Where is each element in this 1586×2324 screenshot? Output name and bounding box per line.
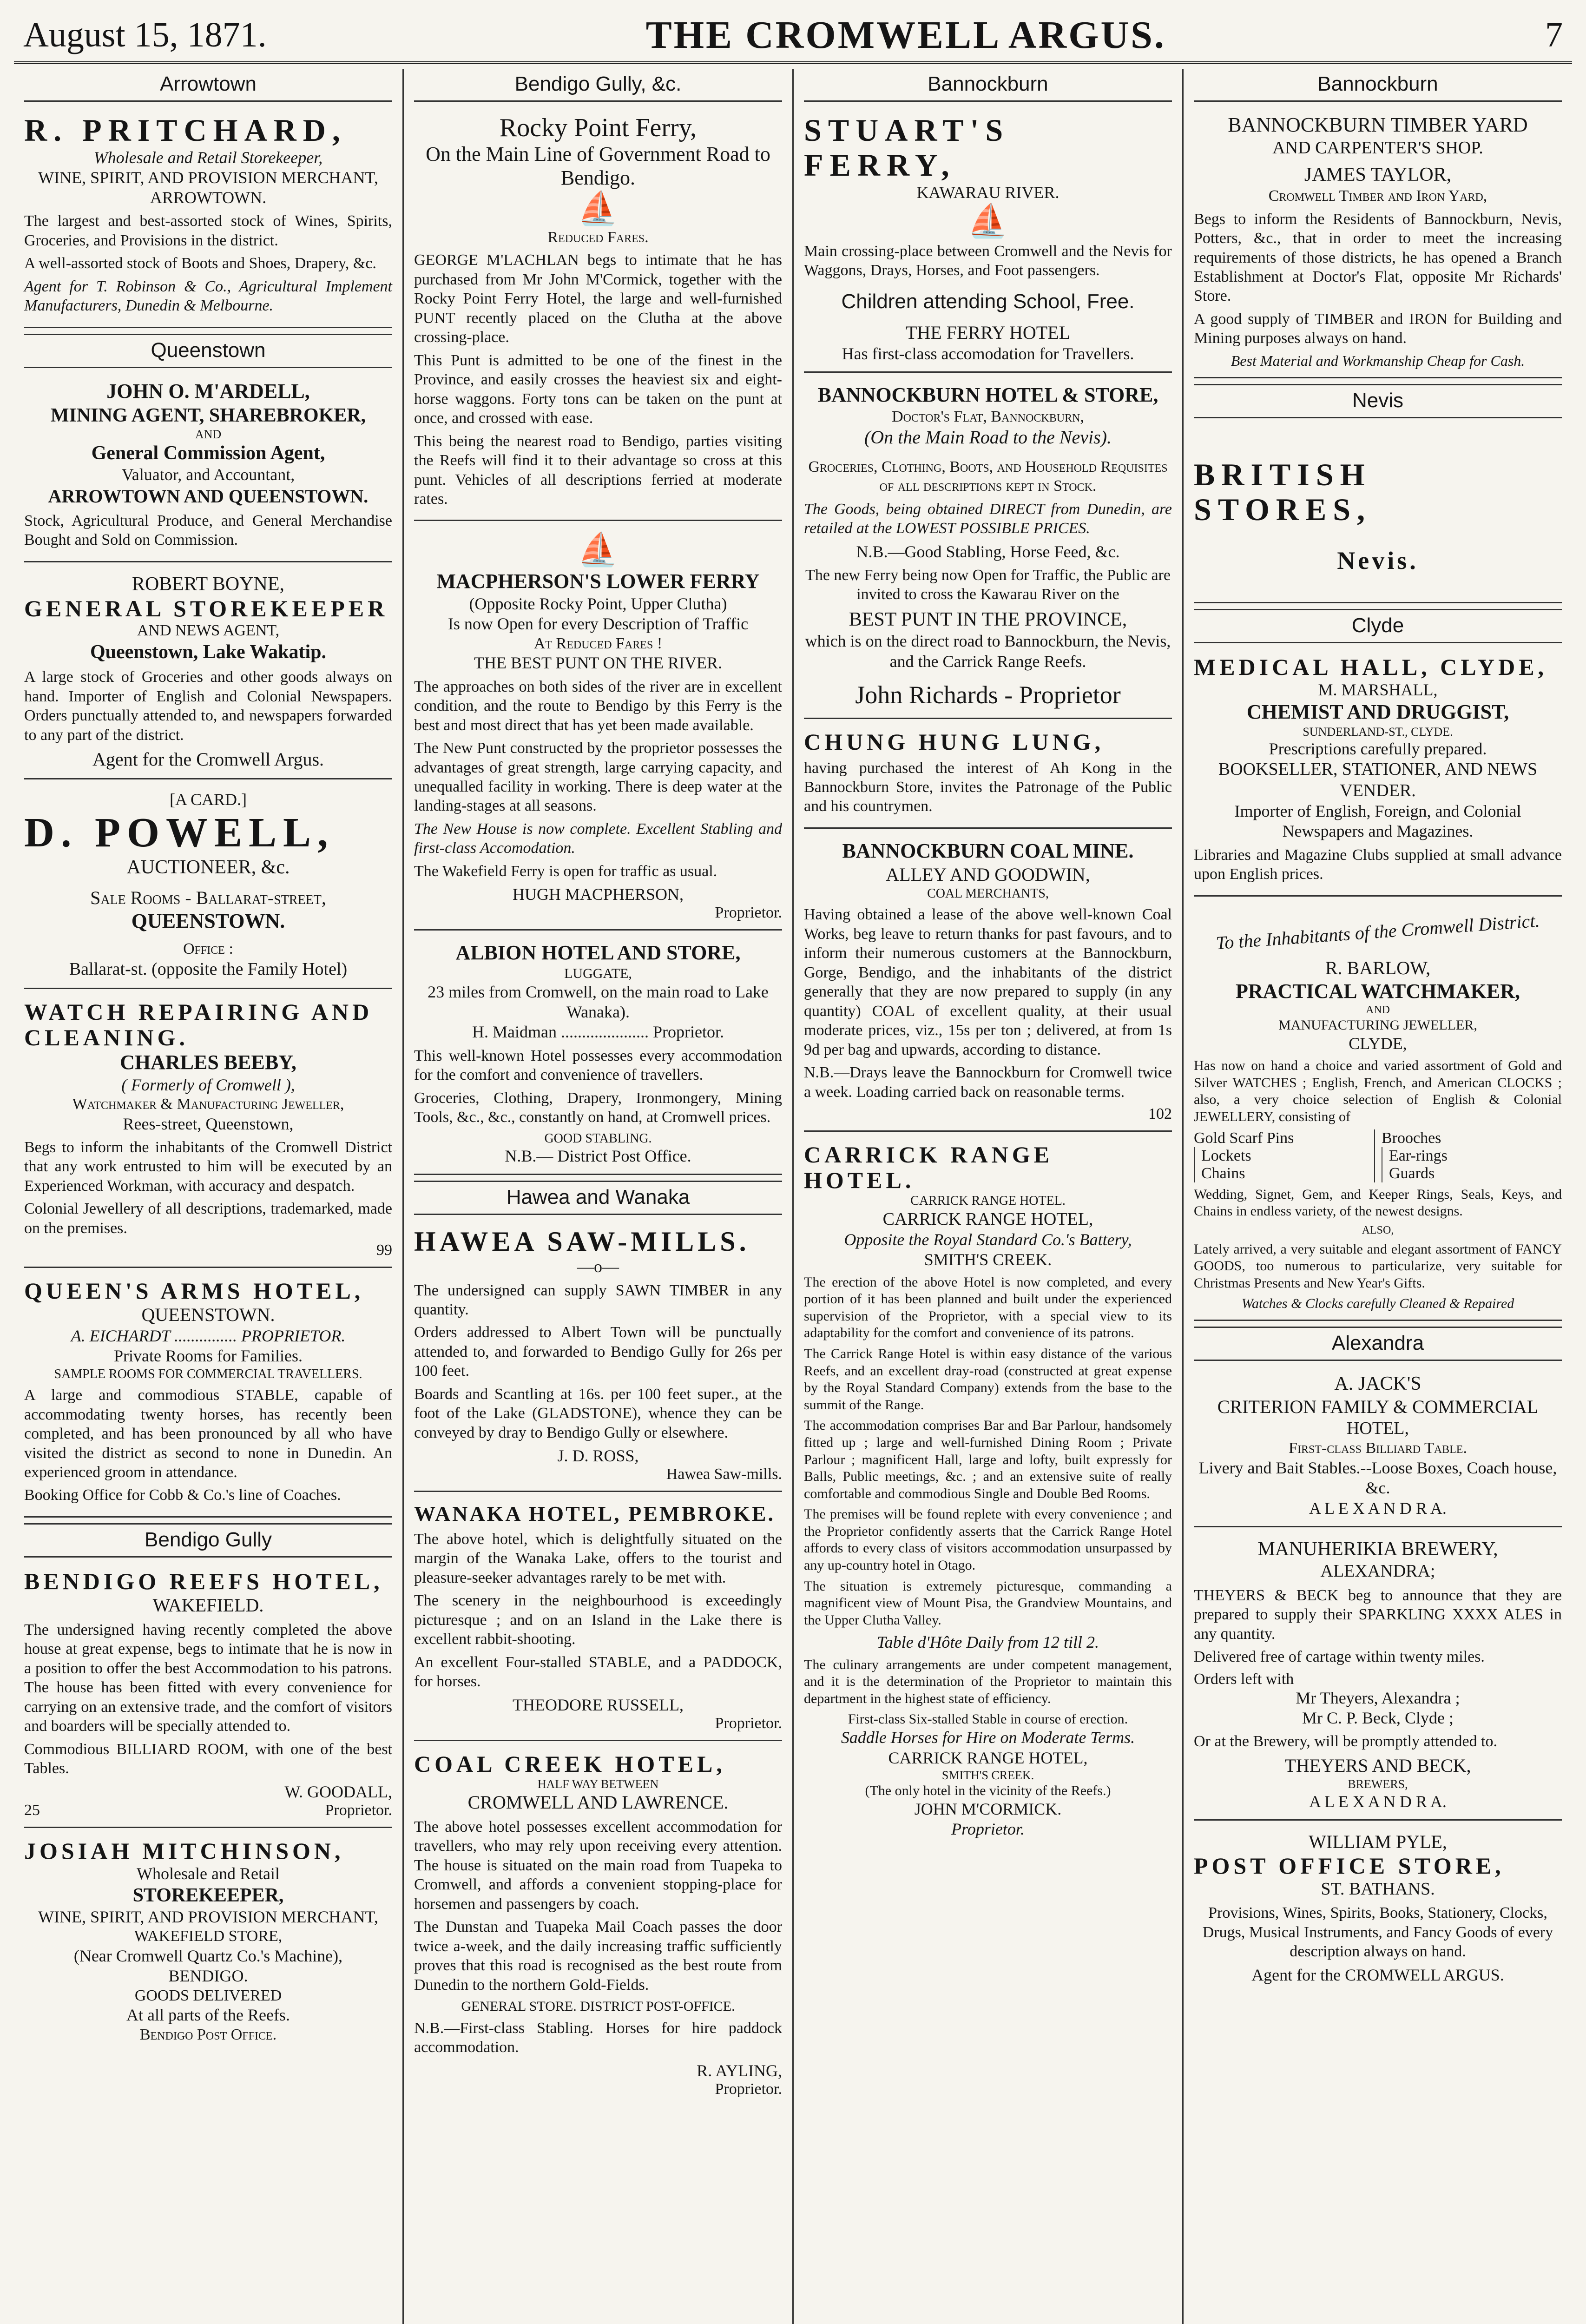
ad-line: Reduced Fares. <box>547 228 649 246</box>
ad-line: SMITH'S CREEK. <box>924 1250 1052 1269</box>
ad-line: GOODS DELIVERED <box>134 1987 282 2004</box>
ad-line: WILLIAM PYLE, <box>1309 1831 1447 1852</box>
ad-line: SAMPLE ROOMS FOR COMMERCIAL TRAVELLERS. <box>54 1367 362 1381</box>
section-heading: Bannockburn <box>1194 69 1562 102</box>
ad-body: Begs to inform the inhabitants of the Cromwell District that any work entrusted to him will be executed by an Experienced Workman, with accuracy and despatch. <box>24 1138 392 1195</box>
ad-body: N.B.—Drays leave the Bannockburn for Cromwell twice a week. Loading carried back on reasonable terms. <box>804 1064 1172 1101</box>
ad-name: R. PRITCHARD, <box>24 112 347 148</box>
column-3 <box>792 69 1182 2324</box>
ad-jacks-criterion <box>1194 1367 1562 1527</box>
ad-line: AND <box>195 427 222 441</box>
ad-line: THE BEST PUNT ON THE RIVER. <box>474 654 723 673</box>
ad-bannockburn-coal-mine <box>804 834 1172 1132</box>
ad-line: BOOKSELLER, STATIONER, AND NEWS VENDER. <box>1218 759 1538 800</box>
issue-date: August 15, 1871. <box>23 15 267 54</box>
list-item: Ear-rings <box>1382 1147 1562 1165</box>
ad-line: Wholesale and Retail Storekeeper, <box>93 148 323 167</box>
ad-name: CARRICK RANGE HOTEL. <box>804 1142 1053 1193</box>
column-2 <box>402 69 792 2324</box>
ad-line: BENDIGO. <box>168 1967 248 1986</box>
ad-role: Proprietor. <box>715 904 782 922</box>
ad-mcardell <box>24 375 392 562</box>
ad-line: At Reduced Fares ! <box>533 634 663 652</box>
ad-bendigo-reefs <box>24 1564 392 1828</box>
ad-body: Has now on hand a choice and varied assortment of Gold and Silver WATCHES ; English, French, and American CLOCKS ; also, a very choice selection of English & Colonial JEWELLERY, consisting of <box>1194 1058 1562 1125</box>
ad-line: Watchmaker & Manufacturing Jeweller, <box>72 1095 344 1113</box>
ad-body: This being the nearest road to Bendigo, parties visiting the Reefs will find it to their advantage so cross at this punt. Vehicles of all descriptions ferried at moderate rates. <box>414 432 782 508</box>
ad-body: An excellent Four-stalled STABLE, and a PADDOCK, for horses. <box>414 1653 782 1690</box>
ad-body: Lately arrived, a very suitable and elegant assortment of FANCY GOODS, too numerous to particularize, very suitable for Christmas Presents and New Year's Gifts. <box>1194 1241 1562 1291</box>
ad-body: A well-assorted stock of Boots and Shoes, Drapery, &c. <box>24 255 376 272</box>
ad-line: Opposite the Royal Standard Co.'s Battery, <box>844 1230 1132 1249</box>
ad-name: CHUNG HUNG LUNG, <box>804 728 1105 755</box>
ad-line: CHARLES BEEBY, <box>120 1050 296 1074</box>
ad-mitchinson <box>24 1834 392 2052</box>
ad-macpherson-ferry <box>414 527 782 931</box>
ad-line: —o— <box>577 1257 619 1276</box>
ad-number: 25 <box>24 1801 40 1819</box>
ad-line: ARROWTOWN. <box>150 188 267 207</box>
ship-icon: ⛵ <box>967 203 1008 239</box>
ad-pritchard <box>24 108 392 328</box>
ad-body: Delivered free of cartage within twenty miles. <box>1194 1648 1485 1666</box>
ad-line: Has first-class accomodation for Travellers. <box>842 344 1134 363</box>
ad-line: AND NEWS AGENT, <box>137 621 280 639</box>
ad-line: GENERAL STORE. DISTRICT POST-OFFICE. <box>461 1999 735 2014</box>
ad-line: GENERAL STOREKEEPER <box>24 595 388 621</box>
ad-body: The largest and best-assorted stock of Wines, Spirits, Groceries, and Provisions in the district. <box>24 212 392 249</box>
ad-line: STOREKEEPER, <box>132 1884 284 1906</box>
ad-name: COAL CREEK HOTEL, <box>414 1750 726 1777</box>
ad-line: HOTEL, <box>1346 1418 1409 1438</box>
ad-line: MANUFACTURING JEWELLER, <box>1278 1017 1477 1033</box>
ad-signature: R. AYLING, <box>697 2061 782 2080</box>
ad-line: A. JACK'S <box>1334 1373 1421 1395</box>
ad-wanaka-hotel <box>414 1498 782 1741</box>
section-heading: Queenstown <box>24 334 392 368</box>
ad-line: Agent for the Cromwell Argus. <box>92 749 324 770</box>
ad-body: Libraries and Magazine Clubs supplied at small advance upon English prices. <box>1194 846 1562 883</box>
ad-body: Colonial Jewellery of all descriptions, trademarked, made on the premises. <box>24 1200 392 1237</box>
ad-line: Rees-street, Queenstown, <box>123 1114 294 1133</box>
list-item: Brooches <box>1382 1129 1441 1147</box>
ad-body: The Carrick Range Hotel is within easy distance of the various Reefs, and an excellent dray-road (constructed at great expense by the Royal Standard Company) extends from the base to the summit of the Range. <box>804 1346 1172 1413</box>
ad-line: H. Maidman ..................... Proprietor. <box>472 1023 724 1042</box>
ad-line: A. EICHARDT ............... PROPRIETOR. <box>71 1327 346 1346</box>
ad-body: A good supply of TIMBER and IRON for Building and Mining purposes always on hand. <box>1194 310 1562 347</box>
list-item: Chains <box>1194 1165 1374 1182</box>
ad-line: LUGGATE, <box>564 966 632 982</box>
ad-body: Commodious BILLIARD ROOM, with one of the best Tables. <box>24 1740 392 1777</box>
ad-line: N.B.—Good Stabling, Horse Feed, &c. <box>856 542 1120 561</box>
ad-queens-arms <box>24 1274 392 1518</box>
masthead <box>23 9 1563 60</box>
ad-line: Wholesale and Retail <box>137 1864 280 1883</box>
ad-line: ALSO, <box>1362 1224 1394 1236</box>
ad-line: BREWERS, <box>1348 1777 1408 1791</box>
ad-line: THEYERS AND BECK, <box>1284 1755 1471 1776</box>
ad-hawea-saw-mills <box>414 1221 782 1492</box>
section-heading: Bannockburn <box>804 69 1172 102</box>
ad-line: N.B.— District Post Office. <box>505 1147 691 1166</box>
ad-line: At all parts of the Reefs. <box>126 2006 290 2025</box>
ad-name: D. POWELL, <box>24 810 335 856</box>
ad-line: Doctor's Flat, Bannockburn, <box>892 408 1084 425</box>
ad-line: BEST PUNT IN THE PROVINCE, <box>849 608 1127 630</box>
ad-beeby <box>24 995 392 1268</box>
ad-line: A L E X A N D R A. <box>1309 1499 1447 1518</box>
ad-body: Stock, Agricultural Produce, and General Merchandise Bought and Sold on Commission. <box>24 512 392 549</box>
ad-name: MANUHERIKIA BREWERY, <box>1257 1538 1498 1560</box>
ad-line: CARRICK RANGE HOTEL. <box>910 1194 1066 1208</box>
ad-line: KAWARAU RIVER. <box>916 183 1060 202</box>
ad-signature: HUGH MACPHERSON, <box>512 885 684 904</box>
ad-name: STUART'S FERRY, <box>804 112 1010 183</box>
ad-body: Main crossing-place between Cromwell and the Nevis for Waggons, Drays, Horses, and Foot passengers. <box>804 242 1172 279</box>
ad-body: Boards and Scantling at 16s. per 100 feet super., at the foot of the Lake (GLADSTONE), whence they can be conveyed by dray to Bendigo Gully or elsewhere. <box>414 1385 782 1441</box>
ad-name: MACPHERSON'S LOWER FERRY <box>436 570 760 593</box>
ad-line: ( Formerly of Cromwell ), <box>121 1075 295 1094</box>
ad-body: This well-known Hotel possesses every accommodation for the comfort and convenience of travellers. <box>414 1047 782 1084</box>
ad-name: CRITERION FAMILY & COMMERCIAL <box>1217 1396 1539 1417</box>
ad-body: N.B.—First-class Stabling. Horses for hire paddock accommodation. <box>414 2020 782 2056</box>
ad-name: MEDICAL HALL, CLYDE, <box>1194 654 1548 680</box>
ad-line: General Commission Agent, <box>91 442 325 464</box>
ad-body: The accommodation comprises Bar and Bar Parlour, handsomely fitted up ; large and well-furnished Dining Room ; Private Parlour ; magnificent Hall, large and lofty, built expressly for Balls, Public meetings, &c. ; and an extensive suite of really comfortable and commodious Single and Double Bed Rooms. <box>804 1418 1172 1501</box>
ad-line: SMITH'S CREEK. <box>941 1768 1034 1782</box>
ad-line: ALEXANDRA; <box>1320 1561 1435 1581</box>
ad-line: A L E X A N D R A. <box>1309 1792 1447 1811</box>
ad-name: ROBERT BOYNE, <box>132 573 285 595</box>
ad-line: ST. BATHANS. <box>1321 1879 1435 1899</box>
ad-line: Is now Open for every Description of Traffic <box>448 614 749 634</box>
list-right <box>1374 1129 1562 1182</box>
ad-body: The new Ferry being now Open for Traffic, the Public are invited to cross the Kawarau River on the <box>805 567 1171 603</box>
columns <box>14 69 1572 2324</box>
column-1 <box>14 69 402 2324</box>
ad-body: Having obtained a lease of the above well-known Coal Works, beg leave to return thanks for past favours, and to inform their numerous customers at the Bannockburn, Gorge, Bendigo, and the inhabitants of the district generally that they are now prepared to supply (in any quantity) COAL of excellent quality, at their usual moderate prices, viz., 15s per ton ; delivered, at from 1s 9d per bag and upwards, according to distance. <box>804 906 1172 1058</box>
ad-body: Or at the Brewery, will be promptly attended to. <box>1194 1733 1498 1750</box>
ad-body: The culinary arrangements are under competent management, and it is the determination of the Proprietor to maintain this department in the highest state of efficiency. <box>804 1657 1172 1706</box>
section-heading: Hawea and Wanaka <box>414 1181 782 1215</box>
ad-line: WINE, SPIRIT, AND PROVISION MERCHANT, <box>38 1908 378 1927</box>
list-item: Gold Scarf Pins <box>1194 1129 1294 1147</box>
ad-line: (Opposite Rocky Point, Upper Clutha) <box>469 594 727 614</box>
ad-role: Proprietor. <box>951 1820 1025 1839</box>
ad-coal-creek-hotel <box>414 1747 782 2106</box>
section-heading: Arrowtown <box>24 69 392 102</box>
ad-body: The above hotel, which is delightfully situated on the margin of the Wanaka Lake, offers to the tourist and pleasure-seeker advantages rarely to be met with. <box>414 1530 782 1586</box>
ship-icon: ⛵ <box>578 191 619 227</box>
ad-name: WANAKA HOTEL, PEMBROKE. <box>414 1502 775 1526</box>
ad-line: WAKEFIELD. <box>152 1594 264 1616</box>
ad-name: BANNOCKBURN COAL MINE. <box>842 839 1134 862</box>
ad-body: The situation is extremely picturesque, commanding a magnificent view of Mount Pisa, the Grandview Mountains, and the Upper Clutha Valley. <box>804 1578 1172 1628</box>
ad-body: The New House is now complete. Excellent Stabling and first-class Accomodation. <box>414 820 782 857</box>
ad-line: HALF WAY BETWEEN <box>537 1777 659 1791</box>
ad-line: Private Rooms for Families. <box>114 1347 303 1366</box>
ad-role: Hawea Saw-mills. <box>666 1466 782 1483</box>
ad-name: POST OFFICE STORE, <box>1194 1852 1505 1879</box>
ad-name: ALBION HOTEL AND STORE, <box>455 941 741 964</box>
ad-number: 102 <box>1148 1105 1172 1122</box>
masthead-rule <box>14 61 1572 64</box>
ad-role: Proprietor. <box>325 1801 392 1819</box>
ad-body: The New Punt constructed by the proprietor possesses the advantages of great strength, large carrying capacity, and unequalled facility in working. There is deep water at the landing-stages at all seasons. <box>414 739 782 815</box>
ad-line: Groceries, Clothing, Boots, and Household Requisites of all descriptions kept in Stock. <box>808 458 1168 495</box>
ad-body: Wedding, Signet, Gem, and Keeper Rings, Seals, Keys, and Chains in endless variety, of the newest designs. <box>1194 1186 1562 1219</box>
ad-line: On the Main Line of Government Road to Bendigo. <box>426 143 770 189</box>
newspaper-title: THE CROMWELL ARGUS. <box>645 13 1166 57</box>
ad-barlow <box>1194 902 1562 1321</box>
section-heading: Nevis <box>1194 384 1562 418</box>
ad-line: MINING AGENT, SHAREBROKER, <box>50 404 366 426</box>
ad-line: WAKEFIELD STORE, <box>134 1928 283 1945</box>
ad-line: CARRICK RANGE HOTEL, <box>882 1209 1093 1229</box>
section-heading: Bendigo Gully <box>24 1523 392 1558</box>
ad-line: Ballarat-st. (opposite the Family Hotel) <box>69 959 348 979</box>
ad-carrick-range-hotel <box>804 1137 1172 1847</box>
ad-signature: JOHN M'CORMICK. <box>914 1799 1062 1818</box>
ad-line: Mr Theyers, Alexandra ; <box>1296 1688 1460 1707</box>
ad-name: JOSIAH MITCHINSON, <box>24 1837 344 1864</box>
ad-body: Agent for T. Robinson & Co., Agricultural Implement Manufacturers, Dunedin & Melbourne. <box>24 277 392 315</box>
list-item: Guards <box>1382 1165 1562 1182</box>
ad-powell <box>24 785 392 989</box>
ad-number: 99 <box>376 1241 392 1259</box>
ad-line: Children attending School, Free. <box>841 290 1135 313</box>
ad-manuherikia-brewery <box>1194 1533 1562 1821</box>
ad-boyne <box>24 568 392 779</box>
ad-name: BANNOCKBURN TIMBER YARD <box>1228 113 1528 136</box>
ad-timber-yard <box>1194 108 1562 378</box>
ad-line: John Richards - Proprietor <box>855 680 1121 709</box>
ad-name: BRITISH STORES, <box>1194 457 1372 528</box>
ad-line: Livery and Bait Stables.--Loose Boxes, Coach house, &c. <box>1198 1459 1557 1498</box>
ad-body: The above hotel possesses excellent accommodation for travellers, who may rely upon receiving every attention. The house is situated on the main road from Tuapeka to Cromwell, and affords a convenient stopping-place for horsemen and passengers by coach. <box>414 1818 782 1913</box>
ad-body: The scenery in the neighbourhood is exceedingly picturesque ; and on an Island in the Lake there is excellent rabbit-shooting. <box>414 1592 782 1648</box>
ad-line: (On the Main Road to the Nevis). <box>864 427 1112 448</box>
ad-line: Bendigo Post Office. <box>139 2026 277 2043</box>
ad-signature: THEODORE RUSSELL, <box>513 1695 684 1714</box>
ad-line: THE FERRY HOTEL <box>905 322 1071 343</box>
ad-line: JAMES TAYLOR, <box>1304 164 1452 186</box>
ad-line: QUEENSTOWN. <box>141 1304 275 1326</box>
ad-line: Importer of English, Foreign, and Colonial Newspapers and Magazines. <box>1234 802 1521 841</box>
list-left <box>1194 1129 1374 1182</box>
ad-body: having purchased the interest of Ah Kong in the Bannockburn Store, invites the Patronage of the Public and his countrymen. <box>804 759 1172 815</box>
ad-bannockburn-hotel <box>804 378 1172 719</box>
ad-body: Orders addressed to Albert Town will be punctually attended to, and forwarded to Bendigo Gully for 26s per 100 feet. <box>414 1324 782 1380</box>
ad-line: Cromwell Timber and Iron Yard, <box>1268 187 1487 205</box>
ad-line: Prescriptions carefully prepared. <box>1269 739 1487 758</box>
ad-line: Agent for the CROMWELL ARGUS. <box>1251 1965 1504 1984</box>
ad-chung-hung-lung <box>804 725 1172 829</box>
ad-banner: To the Inhabitants of the Cromwell District. <box>1215 910 1540 953</box>
ad-line: CLYDE, <box>1349 1034 1407 1053</box>
ad-footer <box>24 1802 392 1819</box>
ad-name: PRACTICAL WATCHMAKER, <box>1236 979 1520 1003</box>
section-heading: Bendigo Gully, &c. <box>414 69 782 102</box>
ad-line: CROMWELL AND LAWRENCE. <box>467 1791 729 1813</box>
ad-line: Office : <box>183 940 233 958</box>
ad-line: GOOD STABLING. <box>544 1131 652 1146</box>
ad-name: WATCH REPAIRING AND CLEANING. <box>24 998 373 1050</box>
ad-line: Queenstown, Lake Wakatip. <box>90 641 326 663</box>
ad-body: Begs to inform the Residents of Bannockburn, Nevis, Potters, &c., that in order to meet the increasing requirements of those districts, he has opened a Branch Establishment at Doctor's Flat, opposite Mr Richards' Store. <box>1194 210 1562 305</box>
ad-line: Best Material and Workmanship Cheap for Cash. <box>1231 352 1525 369</box>
ad-line: R. BARLOW, <box>1325 957 1431 978</box>
ad-body: THEYERS & BECK beg to announce that they are prepared to supply their SPARKLING XXXX ALES in any quantity. <box>1194 1586 1562 1643</box>
ad-body: The undersigned can supply SAWN TIMBER in any quantity. <box>414 1281 782 1318</box>
column-4 <box>1182 69 1572 2324</box>
ad-body: Booking Office for Cobb & Co.'s line of Coaches. <box>24 1486 341 1504</box>
ad-body: The Wakefield Ferry is open for traffic as usual. <box>414 862 717 880</box>
ad-body: The undersigned having recently completed the above house at great expense, begs to intimate that he is now in a position to offer the best Accommodation to his patrons. The house has been fitted with every convenience for carrying on an extensive trade, and the comfort of visitors and boarders will be specially attended to. <box>24 1621 392 1735</box>
ad-line: Watches & Clocks carefully Cleaned & Repaired <box>1241 1296 1514 1312</box>
ad-body: The premises will be found replete with every convenience ; and the Proprietor confidently asserts that the Carrick Range Hotel affords to every class of visitors accommodation unsurpassed by any up-country hotel in Otago. <box>804 1506 1172 1573</box>
ad-line: ARROWTOWN AND QUEENSTOWN. <box>48 485 369 507</box>
ad-name: BENDIGO REEFS HOTEL, <box>24 1568 383 1594</box>
ad-line: Orders left with <box>1194 1670 1294 1688</box>
ad-line: First-class Six-stalled Stable in course of erection. <box>848 1711 1128 1727</box>
ad-body: The erection of the above Hotel is now completed, and every portion of it has been planned and built under the experienced supervision of the Proprietor, with a special view to its adaptability for the comfort and convenience of its patrons. <box>804 1274 1172 1341</box>
ad-body: The Goods, being obtained DIRECT from Dunedin, are retailed at the LOWEST POSSIBLE PRICES. <box>804 500 1172 537</box>
ad-medical-hall <box>1194 650 1562 897</box>
ad-line: which is on the direct road to Bannockburn, the Nevis, and the Carrick Range Reefs. <box>805 632 1171 671</box>
ad-line: First-class Billiard Table. <box>1289 1439 1467 1457</box>
ad-line: AND <box>1366 1004 1390 1017</box>
jewellery-list <box>1194 1129 1562 1182</box>
ad-line: CHEMIST AND DRUGGIST, <box>1246 700 1509 723</box>
ad-name: HAWEA SAW-MILLS. <box>414 1226 750 1257</box>
ad-line: WINE, SPIRIT, AND PROVISION MERCHANT, <box>38 168 378 187</box>
ad-british-stores <box>1194 425 1562 603</box>
ad-line: (Near Cromwell Quartz Co.'s Machine), <box>73 1947 343 1966</box>
ad-line: Nevis. <box>1337 546 1419 574</box>
ad-body: The approaches on both sides of the river are in excellent condition, and the route to Bendigo by this Ferry is the best and most direct that has yet been made available. <box>414 678 782 734</box>
ad-line: CARRICK RANGE HOTEL, <box>888 1748 1088 1767</box>
ad-role: Proprietor. <box>715 2080 782 2098</box>
section-heading: Alexandra <box>1194 1327 1562 1361</box>
ad-stuarts-ferry <box>804 108 1172 373</box>
section-heading: Clyde <box>1194 609 1562 643</box>
ad-name: BANNOCKBURN HOTEL & STORE, <box>817 383 1158 406</box>
ad-body: GEORGE M'LACHLAN begs to intimate that he has purchased from Mr John M'Cormick, together with the Rocky Point Ferry Hotel, the large and well-furnished PUNT recently placed on the Clutha at the above crossing-place. <box>414 251 782 346</box>
ad-body: A large stock of Groceries and other goods always on hand. Importer of English and Colonial Newspapers. Orders punctually attended to, and newspapers forwarded to any part of the district. <box>24 668 392 744</box>
ad-line: SUNDERLAND-ST., CLYDE. <box>1303 725 1453 739</box>
ad-name: QUEEN'S ARMS HOTEL, <box>24 1278 364 1304</box>
ad-post-office-store <box>1194 1826 1562 1993</box>
ad-body: Provisions, Wines, Spirits, Books, Stationery, Clocks, Drugs, Musical Instruments, and Fancy Goods of every description always on hand. <box>1202 1904 1553 1961</box>
ad-body: A large and commodious STABLE, capable of accommodating twenty horses, has recently been completed, and has been pronounced by all who have visited the district as second to none in Dunedin. An experienced groom in attendance. <box>24 1386 392 1481</box>
ad-line: [A CARD.] <box>169 790 247 809</box>
ad-rocky-point-ferry <box>414 108 782 521</box>
ad-signature: W. GOODALL, <box>284 1782 392 1801</box>
ad-line: ALLEY AND GOODWIN, <box>886 864 1090 885</box>
ad-line: Valuator, and Accountant, <box>121 465 295 484</box>
ad-signature: J. D. ROSS, <box>557 1446 639 1466</box>
ad-albion-hotel <box>414 936 782 1175</box>
ad-line: Mr C. P. Beck, Clyde ; <box>1302 1708 1454 1727</box>
ad-role: Proprietor. <box>715 1714 782 1732</box>
ad-line: (The only hotel in the vicinity of the Reefs.) <box>865 1783 1111 1798</box>
ad-body: The Dunstan and Tuapeka Mail Coach passes the door twice a-week, and the daily increasing traffic sufficiently proves that this road is recognised as the best route from Dunedin to the northern Gold-Fields. <box>414 1918 782 1994</box>
ad-line: AND CARPENTER'S SHOP. <box>1272 138 1483 158</box>
ad-line: Table d'Hôte Daily from 12 till 2. <box>876 1633 1099 1652</box>
ad-line: Saddle Horses for Hire on Moderate Terms. <box>841 1728 1135 1747</box>
list-item: Lockets <box>1194 1147 1374 1165</box>
ad-line: AUCTIONEER, &c. <box>126 857 290 878</box>
ship-icon: ⛵ <box>578 532 619 568</box>
ad-body: Groceries, Clothing, Drapery, Ironmongery, Mining Tools, &c., &c., constantly on hand, at Cromwell prices. <box>414 1089 782 1126</box>
page-number: 7 <box>1545 15 1563 54</box>
ad-line: 23 miles from Cromwell, on the main road to Lake Wanaka). <box>428 983 769 1022</box>
ad-line: M. MARSHALL, <box>1318 680 1438 699</box>
ad-line: QUEENSTOWN. <box>131 909 285 932</box>
ad-line: Sale Rooms - Ballarat-street, <box>90 887 326 908</box>
ad-name: JOHN O. M'ARDELL, <box>106 379 310 403</box>
ad-body: This Punt is admitted to be one of the finest in the Province, and easily crosses the heaviest six and eight-horse waggons. Forty tons can be taken on the punt at once, and crossed with ease. <box>414 351 782 427</box>
ad-name: Rocky Point Ferry, <box>499 113 697 142</box>
ad-line: COAL MERCHANTS, <box>927 886 1049 901</box>
